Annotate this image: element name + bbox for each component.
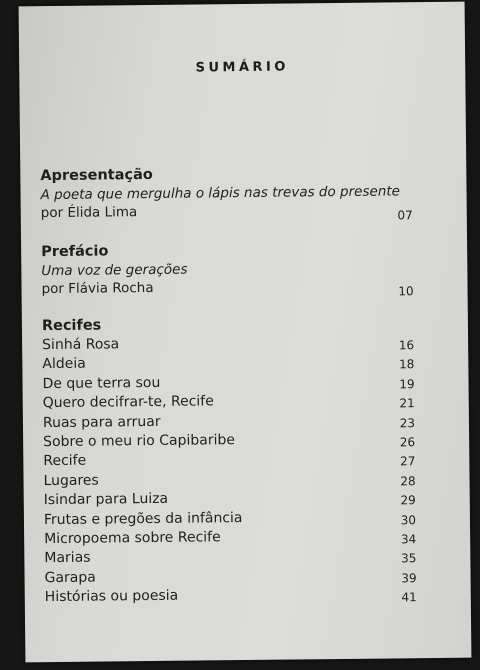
page-number: 29 bbox=[400, 493, 416, 508]
entry-title: Micropoema sobre Recife bbox=[44, 529, 221, 548]
page-number: 10 bbox=[398, 284, 414, 299]
page-number: 26 bbox=[399, 435, 416, 450]
book-page bbox=[19, 2, 472, 663]
page-number: 41 bbox=[401, 590, 417, 605]
section-author: por Élida Lima bbox=[40, 204, 138, 222]
section-subtitle: Uma voz de gerações bbox=[41, 261, 188, 280]
page-number: 39 bbox=[401, 570, 417, 586]
page-number: 35 bbox=[401, 551, 417, 566]
page-number: 23 bbox=[399, 415, 416, 430]
page-number: 07 bbox=[397, 208, 413, 223]
entry-title: Lugares bbox=[43, 472, 99, 489]
section-subtitle: A poeta que mergulha o lápis nas trevas do presente bbox=[40, 183, 401, 204]
entry-title: Aldeia bbox=[42, 356, 86, 373]
entry-title: Garapa bbox=[44, 569, 96, 586]
toc-entry bbox=[45, 584, 425, 607]
section-heading: Prefácio bbox=[41, 243, 109, 261]
entry-title: Marias bbox=[44, 549, 91, 567]
entry-list bbox=[42, 332, 425, 607]
entry-title: Ruas para arruar bbox=[42, 413, 161, 431]
page-number: 34 bbox=[400, 532, 417, 547]
table-of-contents bbox=[40, 162, 425, 607]
section-heading: Apresentação bbox=[40, 166, 153, 185]
entry-title: De que terra sou bbox=[42, 374, 161, 392]
page-number: 18 bbox=[398, 357, 415, 372]
page-number: 28 bbox=[400, 473, 416, 489]
entry-title: Isindar para Luiza bbox=[43, 490, 169, 509]
toc-section-preface bbox=[41, 238, 422, 298]
page-number: 30 bbox=[400, 512, 417, 527]
entry-title: Frutas e pregões da infância bbox=[43, 509, 243, 528]
page-number: 21 bbox=[399, 396, 415, 411]
entry-title: Sobre o meu rio Capibaribe bbox=[43, 432, 236, 451]
page-number: 19 bbox=[399, 377, 415, 392]
page-title: SUMÁRIO bbox=[195, 59, 289, 76]
toc-section-recifes bbox=[42, 312, 425, 607]
page-number: 16 bbox=[398, 338, 415, 353]
entry-title: Recife bbox=[43, 453, 87, 470]
entry-title: Histórias ou poesia bbox=[44, 587, 179, 606]
section-author: por Flávia Rocha bbox=[41, 279, 154, 298]
page-number: 27 bbox=[400, 454, 416, 469]
entry-title: Quero decifrar-te, Recife bbox=[42, 393, 214, 412]
entry-title: Sinhá Rosa bbox=[42, 336, 120, 354]
section-heading: Recifes bbox=[41, 317, 102, 335]
toc-section-presentation bbox=[40, 162, 421, 222]
